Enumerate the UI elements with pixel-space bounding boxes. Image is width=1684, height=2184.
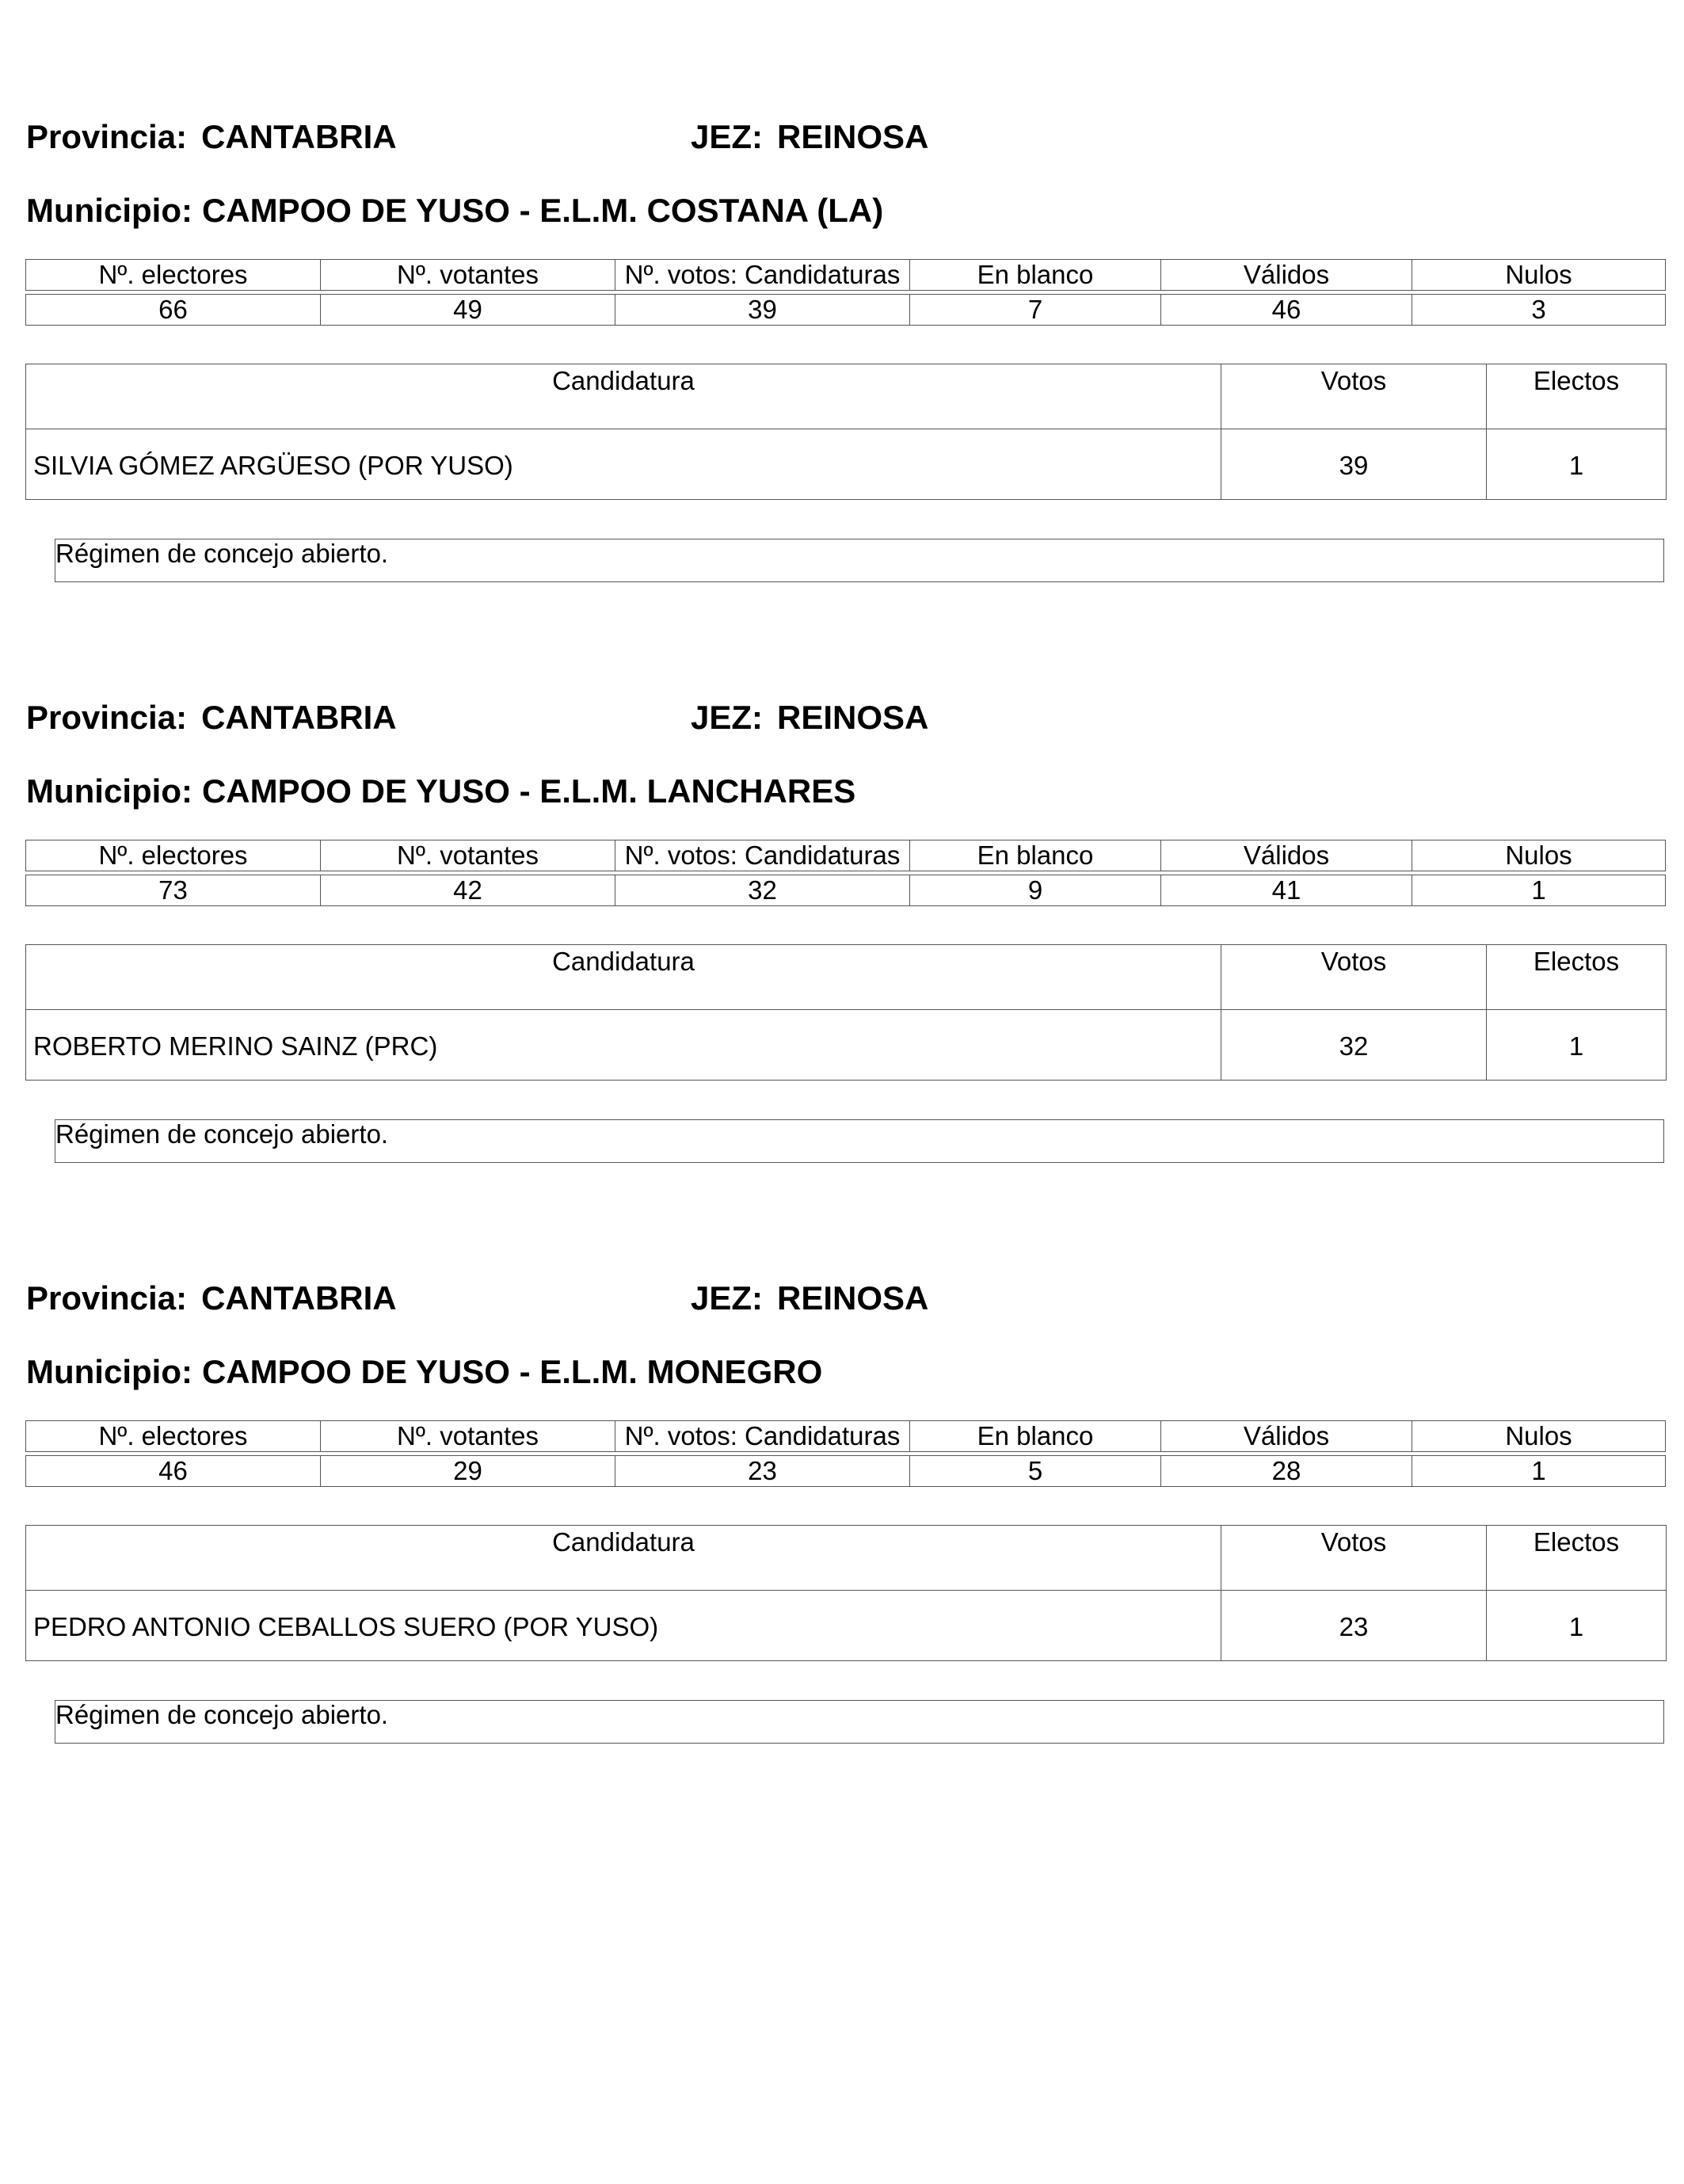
stats-header: Válidos [1160,1420,1412,1452]
stats-value: 41 [1160,875,1412,906]
candidate-name: ROBERTO MERINO SAINZ (PRC) [26,1010,1221,1081]
stats-header: Nº. votantes [320,840,615,871]
jez-line: JEZ: REINOSA [691,118,929,155]
election-block [0,1161,1684,1740]
cand-header-votos: Votos [1221,945,1487,1010]
stats-header: Nº. votos: Candidaturas [615,840,909,871]
stats-header: Nº. votantes [320,1420,615,1452]
stats-value-row [25,1455,1666,1487]
candidate-name: PEDRO ANTONIO CEBALLOS SUERO (POR YUSO) [26,1591,1221,1661]
candidate-row [26,429,1667,500]
stats-value: 29 [320,1455,615,1487]
stats-value: 46 [25,1455,320,1487]
stats-value: 23 [615,1455,909,1487]
stats-value: 1 [1412,1455,1666,1487]
cand-header-candidatura: Candidatura [26,945,1221,1010]
municipio-line: Municipio: CAMPOO DE YUSO - E.L.M. COSTANA (LA) [26,192,884,229]
stats-value: 42 [320,875,615,906]
stats-table [25,259,1666,326]
candidate-electos: 1 [1487,429,1667,500]
candidate-name: SILVIA GÓMEZ ARGÜESO (POR YUSO) [26,429,1221,500]
jez-line: JEZ: REINOSA [691,699,929,736]
stats-value: 9 [909,875,1160,906]
stats-header-row [25,259,1666,291]
candidate-votos: 39 [1221,429,1487,500]
stats-table [25,840,1666,906]
stats-header: Nº. electores [25,840,320,871]
stats-value: 46 [1160,294,1412,326]
candidates-table [25,944,1667,1081]
stats-value: 32 [615,875,909,906]
jez-value: REINOSA [777,1279,929,1317]
provincia-line: Provincia: CANTABRIA [26,1279,397,1317]
candidates-header-row [26,945,1667,1010]
candidates-header-row [26,364,1667,429]
election-block [0,581,1684,1159]
stats-table [25,1420,1666,1487]
cand-header-electos: Electos [1487,1526,1667,1591]
candidate-row [26,1010,1667,1081]
regimen-note: Régimen de concejo abierto. [55,1700,1664,1744]
stats-value-row [25,294,1666,326]
stats-header: Nº. electores [25,259,320,291]
stats-value: 39 [615,294,909,326]
stats-header: Nº. votantes [320,259,615,291]
candidate-electos: 1 [1487,1010,1667,1081]
stats-header: Nº. electores [25,1420,320,1452]
stats-value: 1 [1412,875,1666,906]
cand-header-votos: Votos [1221,1526,1487,1591]
regimen-note: Régimen de concejo abierto. [55,1119,1664,1163]
stats-header: En blanco [909,840,1160,871]
election-block [0,0,1684,578]
stats-header: En blanco [909,1420,1160,1452]
stats-header: Nulos [1412,259,1666,291]
cand-header-candidatura: Candidatura [26,1526,1221,1591]
cand-header-votos: Votos [1221,364,1487,429]
candidates-header-row [26,1526,1667,1591]
candidate-electos: 1 [1487,1591,1667,1661]
stats-value-row [25,875,1666,906]
candidate-votos: 32 [1221,1010,1487,1081]
provincia-line: Provincia: CANTABRIA [26,699,397,736]
cand-header-electos: Electos [1487,364,1667,429]
stats-value: 49 [320,294,615,326]
stats-header-row [25,840,1666,871]
stats-header: Válidos [1160,840,1412,871]
municipio-line: Municipio: CAMPOO DE YUSO - E.L.M. MONEGRO [26,1353,823,1390]
cand-header-electos: Electos [1487,945,1667,1010]
stats-value: 5 [909,1455,1160,1487]
stats-header-row [25,1420,1666,1452]
jez-value: REINOSA [777,699,929,736]
stats-header: Nº. votos: Candidaturas [615,1420,909,1452]
stats-header: Nulos [1412,1420,1666,1452]
candidates-table [25,1525,1667,1661]
stats-header: Nulos [1412,840,1666,871]
stats-header: Válidos [1160,259,1412,291]
cand-header-candidatura: Candidatura [26,364,1221,429]
provincia-line: Provincia: CANTABRIA [26,118,397,155]
municipio-value: CAMPOO DE YUSO - E.L.M. MONEGRO [201,1353,823,1390]
provincia-value: CANTABRIA [201,118,397,155]
regimen-note: Régimen de concejo abierto. [55,539,1664,582]
stats-value: 3 [1412,294,1666,326]
jez-value: REINOSA [777,118,929,155]
stats-value: 7 [909,294,1160,326]
stats-header: En blanco [909,259,1160,291]
stats-value: 28 [1160,1455,1412,1487]
candidate-votos: 23 [1221,1591,1487,1661]
candidate-row [26,1591,1667,1661]
provincia-value: CANTABRIA [201,1279,397,1317]
municipio-line: Municipio: CAMPOO DE YUSO - E.L.M. LANCHARES [26,772,856,810]
stats-header: Nº. votos: Candidaturas [615,259,909,291]
provincia-value: CANTABRIA [201,699,397,736]
municipio-value: CAMPOO DE YUSO - E.L.M. COSTANA (LA) [201,192,884,229]
candidates-table [25,364,1667,500]
stats-value: 66 [25,294,320,326]
stats-value: 73 [25,875,320,906]
municipio-value: CAMPOO DE YUSO - E.L.M. LANCHARES [201,772,856,810]
jez-line: JEZ: REINOSA [691,1279,929,1317]
